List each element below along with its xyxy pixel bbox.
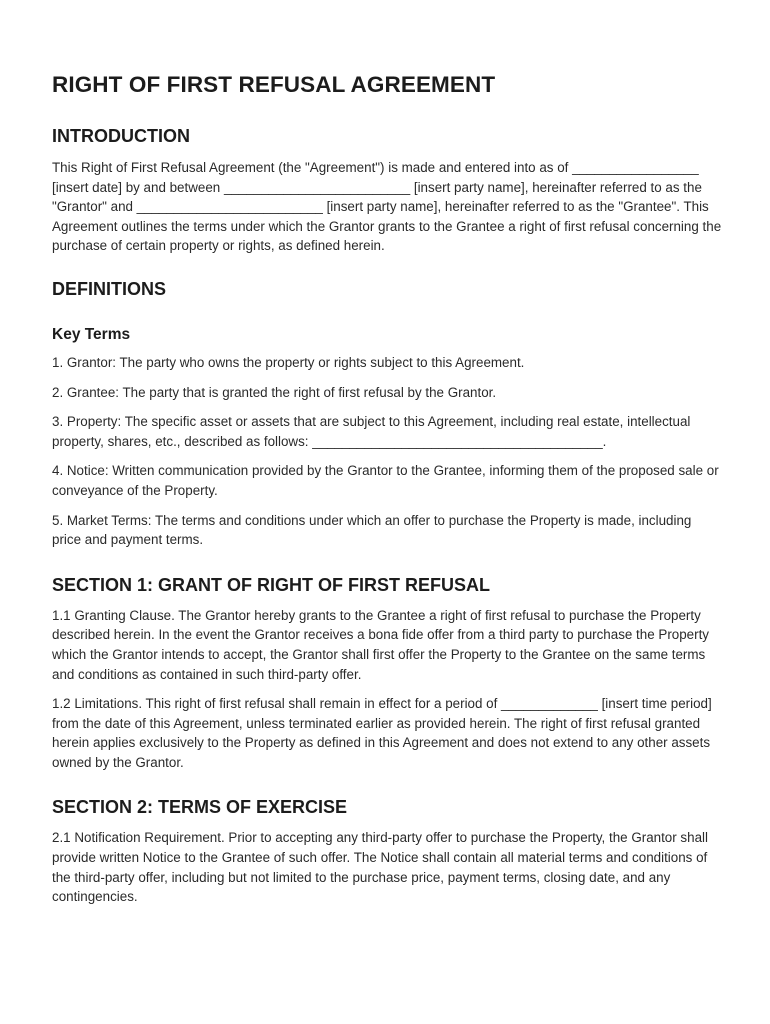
section-1-1-paragraph: 1.1 Granting Clause. The Grantor hereby grants to the Grantee a right of first refusal to purchase the Property described herein. In the event the Grantor receives a bona fide offer from a third party to purchase the Property which the Grantor intends to accept, the Grantor shall first offer the Property to the Grantee on the same terms and conditions as contained in such third-party offer. [52, 607, 710, 682]
section-1-heading: SECTION 1: GRANT OF RIGHT OF FIRST REFUSAL [52, 574, 490, 595]
introduction-heading: INTRODUCTION [52, 126, 190, 146]
document-page [52, 68, 724, 907]
document-title: RIGHT OF FIRST REFUSAL AGREEMENT [52, 72, 496, 97]
key-terms-subheading: Key Terms [52, 325, 131, 343]
definition-item-notice: 4. Notice: Written communication provided by the Grantor to the Grantee, informing them of the proposed sale or conveyance of the Property. [52, 463, 719, 498]
introduction-paragraph: This Right of First Refusal Agreement (the "Agreement") is made and entered into as of _________________ [insert date] by and between _________________________ [insert party name], hereinafter referred to as the "Grantor" and _________________________ [insert party name], hereinafter referred to as the "Grantee". This Agreement outlines the terms under which the Grantor grants to the Grantee a right of first refusal concerning the purchase of certain property or rights, as defined herein. [52, 160, 722, 254]
section-1-2-paragraph: 1.2 Limitations. This right of first refusal shall remain in effect for a period of _____________ [insert time period] from the date of this Agreement, unless terminated earlier as provided herein. The right of first refusal granted herein applies exclusively to the Property as defined in this Agreement and does not extend to any other assets owned by the Grantor. [52, 696, 712, 770]
definitions-heading: DEFINITIONS [52, 278, 167, 299]
definition-item-market-terms: 5. Market Terms: The terms and conditions under which an offer to purchase the Property is made, including price and payment terms. [52, 512, 692, 548]
definition-item-grantee: 2. Grantee: The party that is granted the right of first refusal by the Grantor. [52, 384, 497, 400]
section-2-heading: SECTION 2: TERMS OF EXERCISE [52, 797, 348, 818]
definition-item-property: 3. Property: The specific asset or assets that are subject to this Agreement, including real estate, intellectual property, shares, etc., described as follows: _______________________________________. [52, 414, 691, 449]
definition-item-grantor: 1. Grantor: The party who owns the property or rights subject to this Agreement. [52, 354, 525, 370]
section-2-1-paragraph: 2.1 Notification Requirement. Prior to accepting any third-party offer to purchase the Property, the Grantor shall provide written Notice to the Grantee of such offer. The Notice shall contain all material terms and conditions of the third-party offer, including but not limited to the purchase price, payment terms, closing date, and any contingencies. [52, 830, 708, 905]
